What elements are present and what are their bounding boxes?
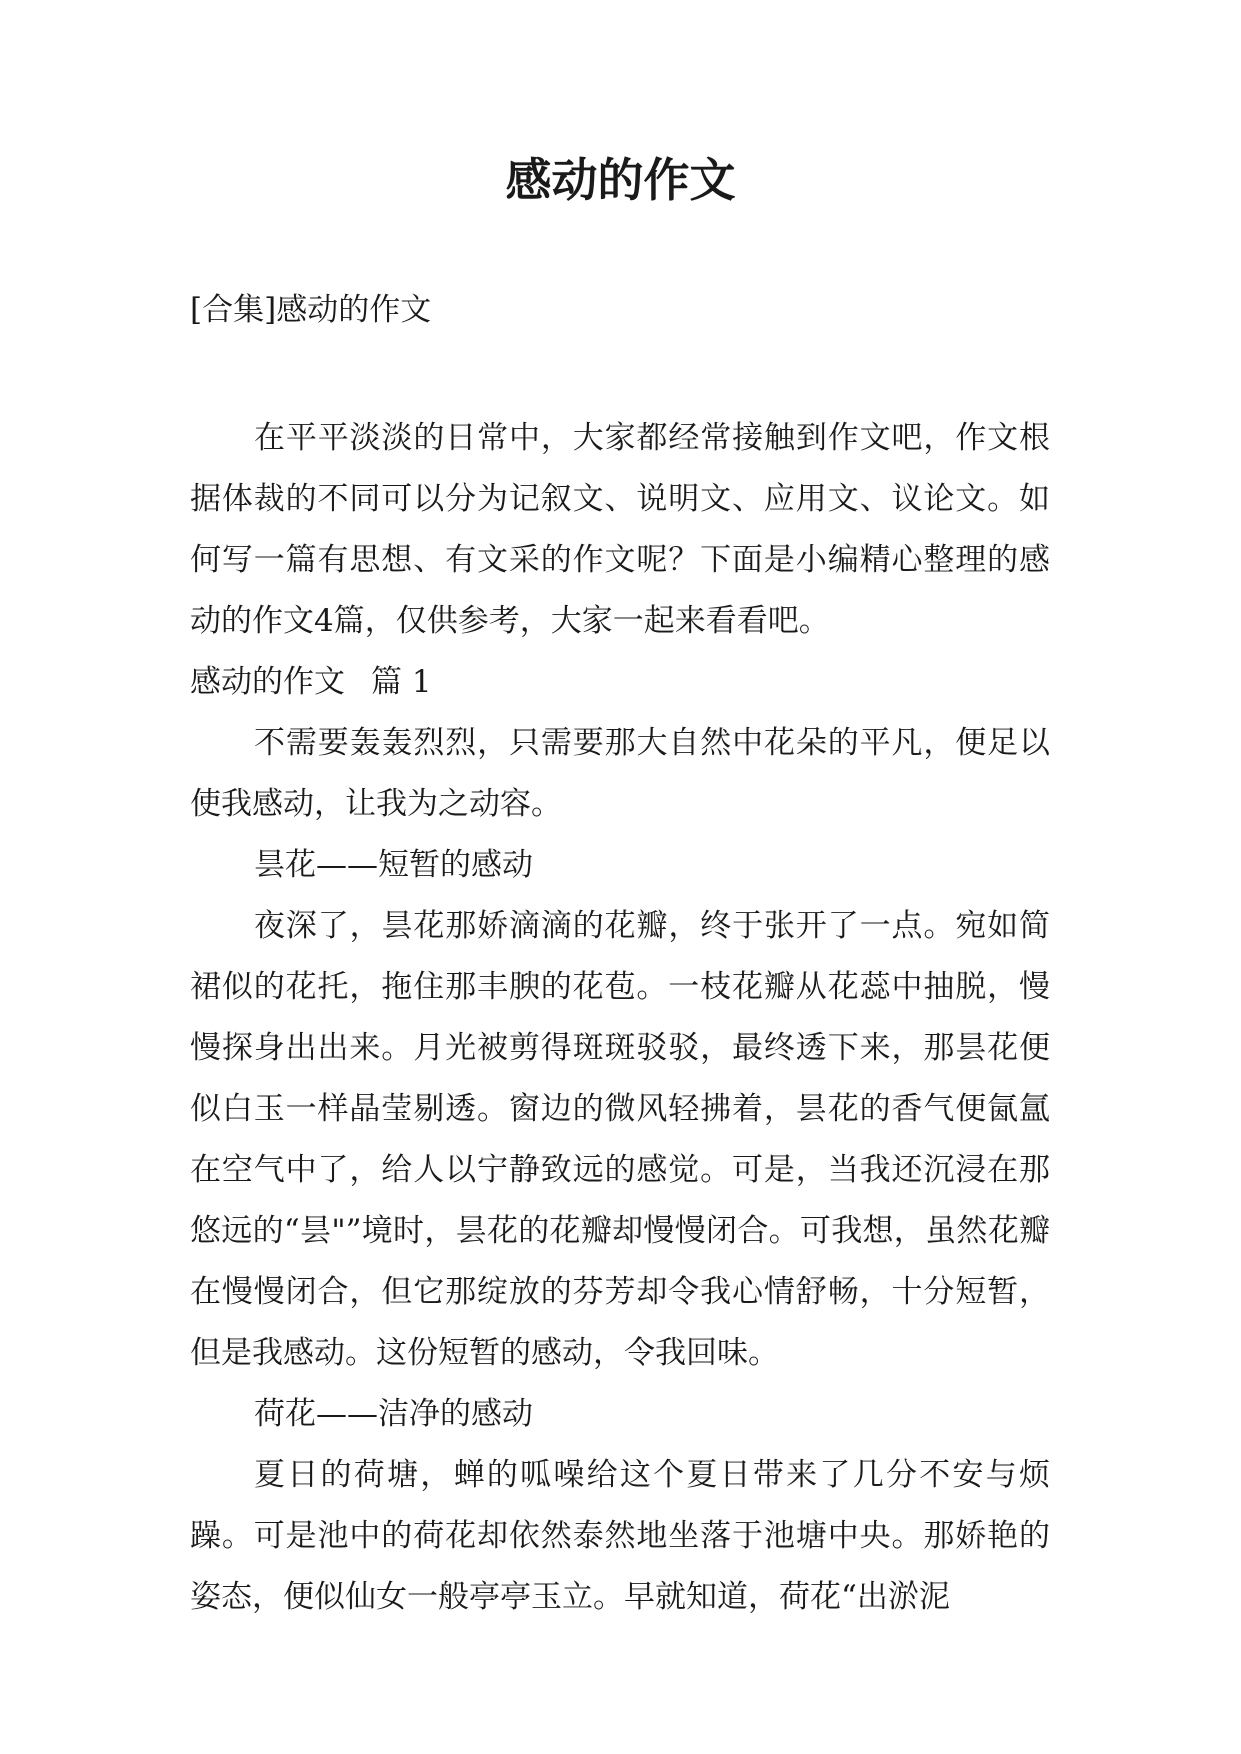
document-body [190, 408, 1050, 1628]
intro-paragraph: 在平平淡淡的日常中，大家都经常接触到作文吧，作文根据体裁的不同可以分为记叙文、说明文、应用文、议论文。如何写一篇有思想、有文采的作文呢？下面是小编精心整理的感动的作文4篇，仅供参考，大家一起来看看吧。 [190, 420, 1050, 639]
document-subtitle: [合集]感动的作文 [190, 292, 432, 328]
section-label: 篇 1 [371, 664, 432, 700]
paragraph-1: 不需要轰轰烈烈，只需要那大自然中花朵的平凡，便足以使我感动，让我为之动容。 [190, 725, 1050, 822]
section-title: 感动的作文 [190, 664, 345, 700]
subheading-tanhua: 昙花——短暂的感动 [254, 847, 533, 883]
paragraph-2: 夜深了，昙花那娇滴滴的花瓣，终于张开了一点。宛如简裙似的花托，拖住那丰腴的花苞。一枝花瓣从花蕊中抽脱，慢慢探身出出来。月光被剪得斑斑驳驳，最终透下来，那昙花便似白玉一样晶莹剔透。窗边的微风轻拂着，昙花的香气便氤氲在空气中了，给人以宁静致远的感觉。可是，当我还沉浸在那悠远的“昙"”境时，昙花的花瓣却慢慢闭合。可我想，虽然花瓣在慢慢闭合，但它那绽放的芬芳却令我心情舒畅，十分短暂，但是我感动。这份短暂的感动，令我回味。 [190, 908, 1050, 1371]
document-title: 感动的作文 [505, 153, 736, 207]
subheading-hehua: 荷花——洁净的感动 [254, 1396, 533, 1432]
section-heading [190, 652, 1050, 713]
paragraph-3: 夏日的荷塘，蝉的呱噪给这个夏日带来了几分不安与烦躁。可是池中的荷花却依然泰然地坐落于池塘中央。那娇艳的姿态，便似仙女一般亭亭玉立。早就知道，荷花“出淤泥 [190, 1457, 1050, 1615]
